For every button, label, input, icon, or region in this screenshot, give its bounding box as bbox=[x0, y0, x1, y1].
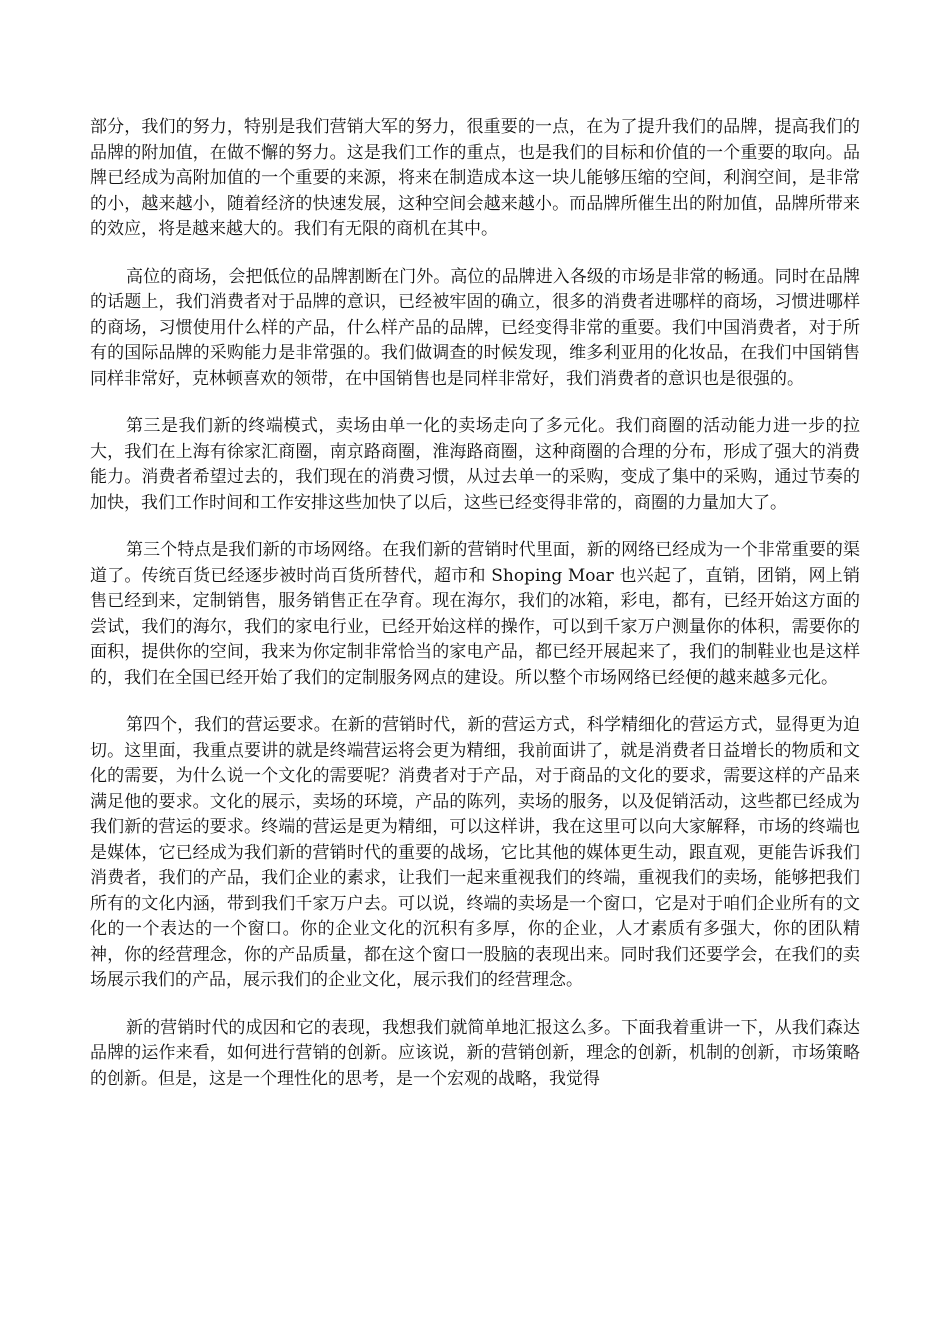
paragraph: 新的营销时代的成因和它的表现，我想我们就简单地汇报这么多。下面我着重讲一下，从我们森达品牌的运作来看，如何进行营销的创新。应该说，新的营销创新，理念的创新，机制的创新，市场策略的创新。但是，这是一个理性化的思考，是一个宏观的战略，我觉得 bbox=[90, 1017, 860, 1089]
paragraph: 高位的商场，会把低位的品牌割断在门外。高位的品牌进入各级的市场是非常的畅通。同时在品牌的话题上，我们消费者对于品牌的意识，已经被牢固的确立，很多的消费者进哪样的商场，习惯进哪样的商场，习惯使用什么样的产品，什么样产品的品牌，已经变得非常的重要。我们中国消费者，对于所有的国际品牌的采购能力是非常强的。我们做调查的时候发现，维多利亚用的化妆品，在我们中国销售同样非常好，克林顿喜欢的领带，在中国销售也是同样非常好，我们消费者的意识也是很强的。 bbox=[90, 266, 860, 389]
paragraph: 部分，我们的努力，特别是我们营销大军的努力，很重要的一点，在为了提升我们的品牌，提高我们的品牌的附加值，在做不懈的努力。这是我们工作的重点，也是我们的目标和价值的一个重要的取向。品牌已经成为高附加值的一个重要的来源，将来在制造成本这一块儿能够压缩的空间，利润空间，是非常的小，越来越小，随着经济的快速发展，这种空间会越来越小。而品牌所催生出的附加值，品牌所带来的效应，将是越来越大的。我们有无限的商机在其中。 bbox=[90, 117, 860, 239]
paragraph: 第三是我们新的终端模式，卖场由单一化的卖场走向了多元化。我们商圈的活动能力进一步的拉大，我们在上海有徐家汇商圈，南京路商圈，淮海路商圈，这种商圈的合理的分布，形成了强大的消费能力。消费者希望过去的，我们现在的消费习惯，从过去单一的采购，变成了集中的采购，通过节奏的加快，我们工作时间和工作安排这些加快了以后，这些已经变得非常的，商圈的力量加大了。 bbox=[90, 416, 860, 513]
document-body bbox=[90, 115, 860, 1114]
paragraph: 第三个特点是我们新的市场网络。在我们新的营销时代里面，新的网络已经成为一个非常重要的渠道了。传统百货已经逐步被时尚百货所替代，超市和 Shoping Moar 也兴起了，直销，团销，网上销售已经到来，定制销售，服务销售正在孕育。现在海尔，我们的冰箱，彩电，都有，已经开始这方面的尝试，我们的海尔，我们的家电行业，已经开始这样的操作，可以到千家万户测量你的体积，需要你的面积，提供你的空间，我来为你定制非常恰当的家电产品，都已经开展起来了，我们的制鞋业也是这样的，我们在全国已经开始了我们的定制服务网点的建设。所以整个市场网络已经便的越来越多元化。 bbox=[90, 540, 860, 688]
paragraph: 第四个，我们的营运要求。在新的营销时代，新的营运方式，科学精细化的营运方式，显得更为迫切。这里面，我重点要讲的就是终端营运将会更为精细，我前面讲了，就是消费者日益增长的物质和文化的需要，为什么说一个文化的需要呢？消费者对于产品，对于商品的文化的要求，需要这样的产品来满足他的要求。文化的展示，卖场的环境，产品的陈列，卖场的服务，以及促销活动，这些都已经成为我们新的营运的要求。终端的营运是更为精细，可以这样讲，我在这里可以向大家解释，市场的终端也是媒体，它已经成为我们新的营销时代的重要的战场，它比其他的媒体更生动，跟直观，更能告诉我们消费者，我们的产品，我们企业的素求，让我们一起来重视我们的终端，重视我们的卖场，能够把我们所有的文化内涵，带到我们千家万户去。可以说，终端的卖场是一个窗口，它是对于咱们企业所有的文化的一个表达的一个窗口。你的企业文化的沉积有多厚，你的企业，人才素质有多强大，你的团队精神，你的经营理念，你的产品质量，都在这个窗口一股脑的表现出来。同时我们还要学会，在我们的卖场展示我们的产品，展示我们的企业文化，展示我们的经营理念。 bbox=[90, 715, 860, 990]
